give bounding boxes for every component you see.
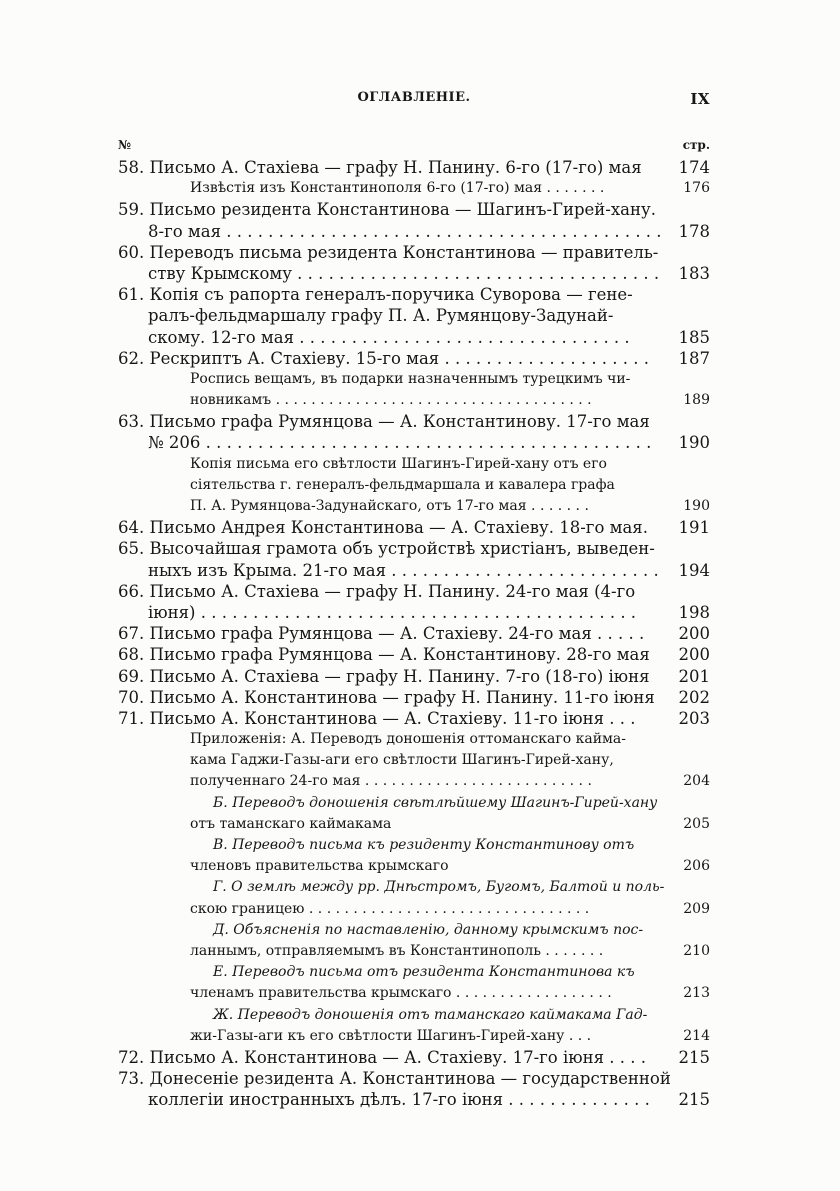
toc-line: отъ таманскаго каймакама 205 bbox=[118, 814, 710, 835]
toc-line: 67. Письмо графа Румянцова — А. Стахіеву. 24-го мая . . . . . 200 bbox=[118, 624, 710, 644]
toc-line: Е. Переводъ письма отъ резидента Константинова къ bbox=[213, 964, 635, 981]
toc-line: Д. Объясненія по наставленію, данному крымскимъ пос- bbox=[213, 921, 644, 938]
toc-line: 61. Копія съ рапорта генералъ-поручика Суворова — гене- bbox=[118, 285, 633, 305]
toc-line: Извѣстія изъ Константинополя 6-го (17-го) мая . . . . . . . 176 bbox=[118, 178, 710, 199]
toc-line: членамъ правительства крымскаго . . . . . . . . . . . . . . . . . . 213 bbox=[118, 983, 710, 1004]
toc-line: жи-Газы-аги къ его свѣтлости Шагинъ-Гирей-хану . . . 214 bbox=[118, 1026, 710, 1047]
toc-line: 68. Письмо графа Румянцова — А. Константинову. 28-го мая 200 bbox=[118, 645, 710, 665]
toc-line: ству Крымскому . . . . . . . . . . . . . . . . . . . . . . . . . . . . . . . . . . . 183 bbox=[148, 263, 710, 283]
toc-line: 66. Письмо А. Стахіева — графу Н. Панину. 24-го мая (4-го bbox=[118, 581, 636, 601]
toc-line: 70. Письмо А. Константинова — графу Н. Панину. 11-го іюня 202 bbox=[118, 687, 710, 707]
toc-line: кама Гаджи-Газы-аги его свѣтлости Шагинъ-Гирей-хану, bbox=[190, 752, 614, 769]
toc-line: коллегіи иностранныхъ дѣлъ. 17-го іюня . . . . . . . . . . . . . . 215 bbox=[148, 1090, 710, 1110]
toc-line: 58. Письмо А. Стахіева — графу Н. Панину. 6-го (17-го) мая 174 bbox=[118, 158, 710, 177]
toc-line: 8-го мая . . . . . . . . . . . . . . . . . . . . . . . . . . . . . . . . . . . . . . . . . . 178 bbox=[148, 221, 710, 241]
toc-line: Роспись вещамъ, въ подарки назначеннымъ турецкимъ чи- bbox=[190, 370, 631, 387]
page-column-heading: стр. bbox=[682, 138, 710, 152]
toc-line: 60. Переводъ письма резидента Константинова — правитель- bbox=[118, 242, 659, 262]
toc-line: 64. Письмо Андрея Константинова — А. Стахіеву. 18-го мая. 191 bbox=[118, 518, 710, 538]
page-folio: IX bbox=[690, 90, 710, 108]
toc-line: П. А. Румянцова-Задунайскаго, отъ 17-го мая . . . . . . . 190 bbox=[118, 496, 710, 517]
toc-line: 59. Письмо резидента Константинова — Шагинъ-Гирей-хану. bbox=[118, 200, 656, 220]
column-headings bbox=[118, 138, 710, 156]
toc-line: № 206 . . . . . . . . . . . . . . . . . . . . . . . . . . . . . . . . . . . . . . . . . . . 190 bbox=[148, 433, 710, 453]
toc-line: 65. Высочайшая грамота объ устройствѣ христіанъ, выведен- bbox=[118, 539, 655, 559]
toc-line: 73. Донесеніе резидента А. Константинова — государственной bbox=[118, 1069, 671, 1089]
toc-line: членовъ правительства крымскаго 206 bbox=[118, 856, 710, 877]
toc-line: 63. Письмо графа Румянцова — А. Константинову. 17-го мая bbox=[118, 412, 650, 432]
toc-line: В. Переводъ письма къ резиденту Константинову отъ bbox=[213, 837, 635, 853]
toc-line: скою границею . . . . . . . . . . . . . . . . . . . . . . . . . . . . . . . . 209 bbox=[118, 899, 710, 920]
toc-line: полученнаго 24-го мая . . . . . . . . . . . . . . . . . . . . . . . . . . 204 bbox=[118, 771, 710, 792]
toc-line: ланнымъ, отправляемымъ въ Константинополь . . . . . . . 210 bbox=[118, 941, 710, 962]
toc-line: 71. Письмо А. Константинова — А. Стахіеву. 11-го іюня . . . 203 bbox=[118, 708, 710, 728]
running-head bbox=[118, 90, 710, 110]
number-column-heading: № bbox=[118, 138, 132, 152]
toc-line: Приложенія: А. Переводъ доношенія оттоманскаго каймa- bbox=[190, 731, 626, 748]
toc-line: 62. Рескриптъ А. Стахіеву. 15-го мая . . . . . . . . . . . . . . . . . . . . 187 bbox=[118, 348, 710, 368]
toc-line: Копія письма его свѣтлости Шагинъ-Гирей-хану отъ его bbox=[190, 455, 607, 472]
toc-line: іюня) . . . . . . . . . . . . . . . . . . . . . . . . . . . . . . . . . . . . . . . . . . 198 bbox=[148, 602, 710, 622]
toc-line: Б. Переводъ доношенія свѣтлѣйшему Шагинъ-Гирей-хану bbox=[213, 794, 658, 811]
toc-line: Ж. Переводъ доношенія отъ таманскаго каймакама Гад- bbox=[213, 1006, 648, 1023]
toc-line: новникамъ . . . . . . . . . . . . . . . . . . . . . . . . . . . . . . . . . . . . 189 bbox=[118, 390, 710, 411]
table-of-contents bbox=[118, 157, 710, 1110]
toc-line: ралъ-фельдмаршалу графу П. А. Румянцову-Задунай- bbox=[148, 306, 614, 326]
toc-line: скому. 12-го мая . . . . . . . . . . . . . . . . . . . . . . . . . . . . . . . . 185 bbox=[148, 327, 710, 347]
toc-line: 69. Письмо А. Стахіева — графу Н. Панину. 7-го (18-го) іюня 201 bbox=[118, 666, 710, 686]
toc-line: сіятельства г. генералъ-фельдмаршала и кавалера графа bbox=[190, 476, 615, 493]
toc-line: ныхъ изъ Крыма. 21-го мая . . . . . . . . . . . . . . . . . . . . . . . . . . 194 bbox=[148, 560, 710, 580]
toc-line: Г. О землѣ между рр. Днѣстромъ, Бугомъ, Балтой и поль- bbox=[213, 879, 665, 896]
page-title: ОГЛАВЛЕНІЕ. bbox=[357, 90, 471, 105]
toc-line: 72. Письмо А. Константинова — А. Стахіеву. 17-го іюня . . . . 215 bbox=[118, 1047, 710, 1067]
